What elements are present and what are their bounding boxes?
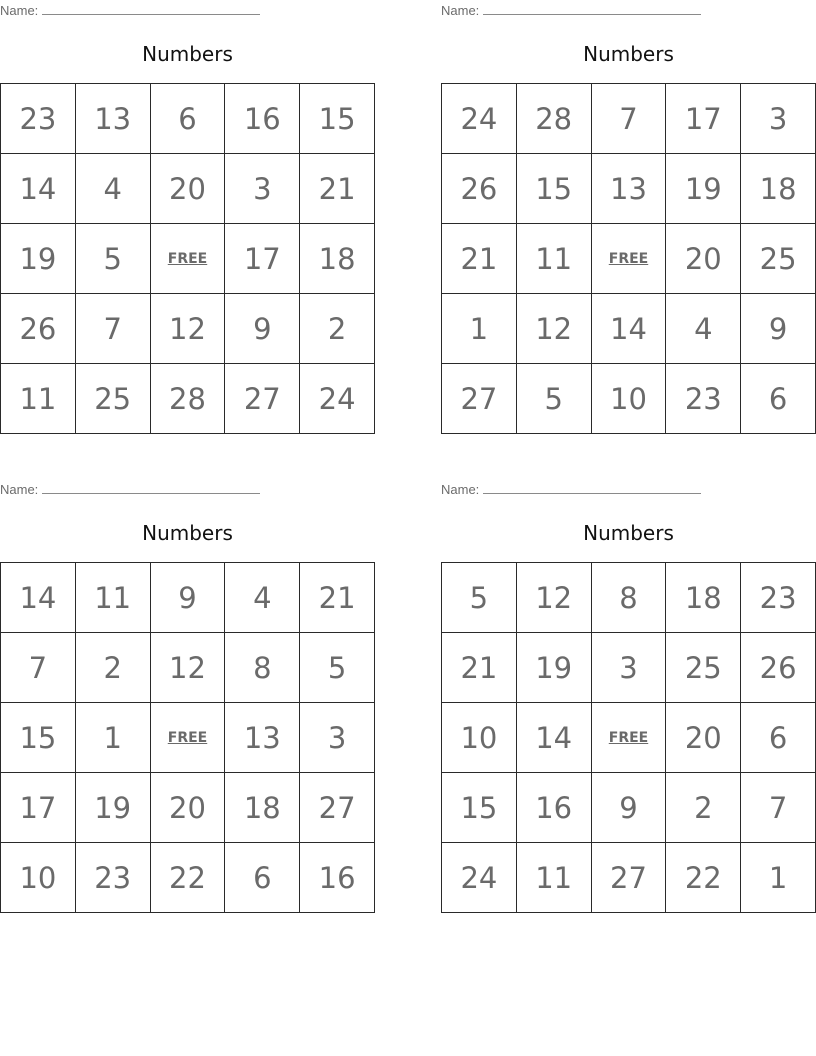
bingo-grid: [441, 562, 816, 913]
number-cell: 19: [76, 773, 151, 843]
number-cell: 19: [1, 224, 76, 294]
number-cell: 1: [741, 843, 816, 913]
name-label: Name:: [441, 3, 480, 18]
number-cell: 23: [741, 563, 816, 633]
number-cell: 18: [666, 563, 741, 633]
card-title: Numbers: [142, 42, 233, 66]
name-field: [441, 481, 701, 497]
number-cell: 7: [741, 773, 816, 843]
number-cell: 26: [442, 154, 517, 224]
number-cell: 3: [592, 633, 667, 703]
number-cell: 28: [151, 364, 226, 434]
number-cell: 13: [592, 154, 667, 224]
number-cell: 9: [151, 563, 226, 633]
number-cell: 9: [592, 773, 667, 843]
number-cell: 4: [76, 154, 151, 224]
number-cell: 17: [666, 84, 741, 154]
free-space-cell: FREE: [592, 224, 667, 294]
number-cell: 18: [225, 773, 300, 843]
free-space-cell: FREE: [151, 224, 226, 294]
name-field: [0, 481, 260, 497]
number-cell: 12: [517, 294, 592, 364]
name-field: [0, 2, 260, 18]
number-cell: 18: [300, 224, 375, 294]
bingo-card: [0, 479, 376, 919]
number-cell: 14: [517, 703, 592, 773]
number-cell: 27: [592, 843, 667, 913]
number-cell: 21: [442, 224, 517, 294]
number-cell: 16: [225, 84, 300, 154]
number-cell: 11: [517, 843, 592, 913]
number-cell: 27: [300, 773, 375, 843]
number-cell: 4: [666, 294, 741, 364]
number-cell: 2: [76, 633, 151, 703]
number-cell: 2: [300, 294, 375, 364]
number-cell: 27: [442, 364, 517, 434]
number-cell: 28: [517, 84, 592, 154]
number-cell: 20: [666, 224, 741, 294]
bingo-grid: [0, 83, 375, 434]
name-field: [441, 2, 701, 18]
bingo-grid: [441, 83, 816, 434]
number-cell: 14: [1, 563, 76, 633]
number-cell: 23: [666, 364, 741, 434]
number-cell: 13: [225, 703, 300, 773]
number-cell: 8: [592, 563, 667, 633]
number-cell: 11: [1, 364, 76, 434]
number-cell: 15: [1, 703, 76, 773]
number-cell: 20: [666, 703, 741, 773]
number-cell: 12: [151, 633, 226, 703]
number-cell: 24: [300, 364, 375, 434]
number-cell: 10: [1, 843, 76, 913]
number-cell: 20: [151, 154, 226, 224]
name-blank-line: [483, 481, 701, 494]
number-cell: 19: [517, 633, 592, 703]
number-cell: 12: [151, 294, 226, 364]
number-cell: 3: [741, 84, 816, 154]
number-cell: 5: [442, 563, 517, 633]
bingo-card: [441, 479, 816, 919]
number-cell: 26: [1, 294, 76, 364]
number-cell: 21: [442, 633, 517, 703]
number-cell: 6: [741, 364, 816, 434]
name-label: Name:: [0, 482, 39, 497]
number-cell: 27: [225, 364, 300, 434]
name-blank-line: [42, 481, 260, 494]
number-cell: 21: [300, 563, 375, 633]
number-cell: 19: [666, 154, 741, 224]
number-cell: 20: [151, 773, 226, 843]
bingo-card: [0, 0, 376, 440]
number-cell: 26: [741, 633, 816, 703]
number-cell: 7: [1, 633, 76, 703]
bingo-grid: [0, 562, 375, 913]
number-cell: 15: [517, 154, 592, 224]
name-label: Name:: [441, 482, 480, 497]
number-cell: 15: [300, 84, 375, 154]
free-space-cell: FREE: [592, 703, 667, 773]
number-cell: 18: [741, 154, 816, 224]
number-cell: 25: [741, 224, 816, 294]
number-cell: 14: [592, 294, 667, 364]
number-cell: 4: [225, 563, 300, 633]
number-cell: 13: [76, 84, 151, 154]
card-title: Numbers: [142, 521, 233, 545]
card-title: Numbers: [583, 42, 674, 66]
number-cell: 23: [76, 843, 151, 913]
number-cell: 1: [76, 703, 151, 773]
number-cell: 22: [666, 843, 741, 913]
number-cell: 25: [76, 364, 151, 434]
bingo-card: [441, 0, 816, 440]
number-cell: 11: [517, 224, 592, 294]
number-cell: 7: [76, 294, 151, 364]
number-cell: 5: [300, 633, 375, 703]
number-cell: 5: [517, 364, 592, 434]
number-cell: 7: [592, 84, 667, 154]
number-cell: 1: [442, 294, 517, 364]
number-cell: 6: [741, 703, 816, 773]
number-cell: 9: [741, 294, 816, 364]
number-cell: 10: [442, 703, 517, 773]
number-cell: 23: [1, 84, 76, 154]
number-cell: 16: [300, 843, 375, 913]
card-title: Numbers: [583, 521, 674, 545]
name-label: Name:: [0, 3, 39, 18]
number-cell: 14: [1, 154, 76, 224]
number-cell: 16: [517, 773, 592, 843]
name-blank-line: [42, 2, 260, 15]
number-cell: 15: [442, 773, 517, 843]
number-cell: 22: [151, 843, 226, 913]
number-cell: 25: [666, 633, 741, 703]
number-cell: 17: [1, 773, 76, 843]
number-cell: 10: [592, 364, 667, 434]
number-cell: 5: [76, 224, 151, 294]
number-cell: 3: [300, 703, 375, 773]
free-space-cell: FREE: [151, 703, 226, 773]
number-cell: 9: [225, 294, 300, 364]
number-cell: 21: [300, 154, 375, 224]
number-cell: 11: [76, 563, 151, 633]
number-cell: 6: [225, 843, 300, 913]
number-cell: 24: [442, 843, 517, 913]
number-cell: 12: [517, 563, 592, 633]
name-blank-line: [483, 2, 701, 15]
number-cell: 8: [225, 633, 300, 703]
number-cell: 6: [151, 84, 226, 154]
number-cell: 3: [225, 154, 300, 224]
number-cell: 24: [442, 84, 517, 154]
number-cell: 2: [666, 773, 741, 843]
number-cell: 17: [225, 224, 300, 294]
